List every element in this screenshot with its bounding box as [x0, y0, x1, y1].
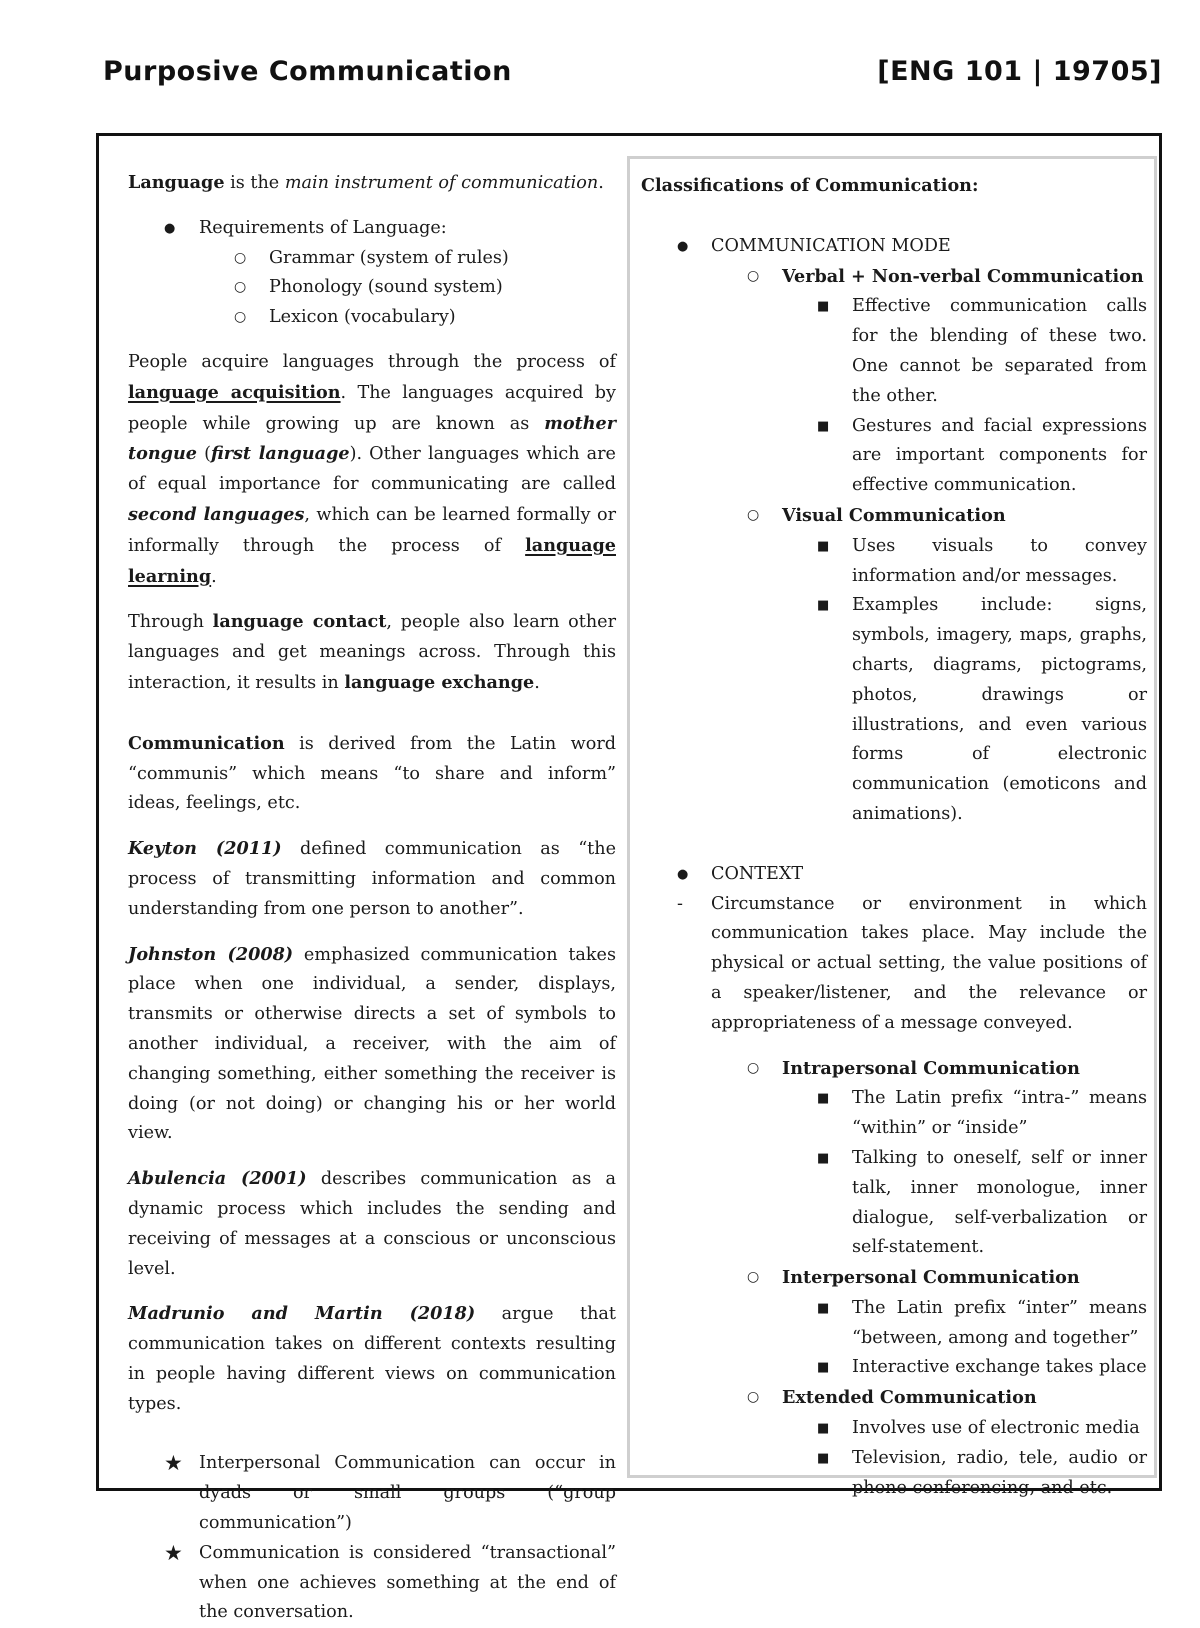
square-bullet-icon: ■ — [817, 538, 830, 554]
list-item: ○ Phonology (sound system) — [128, 273, 616, 303]
madrunio-paragraph: Madrunio and Martin (2018) argue that communication takes on different contexts resulting in people having different views on communication types. — [128, 1303, 616, 1414]
star-item: ★ Interpersonal Communication can occur in dyads or small groups (“group communication”) — [164, 1451, 616, 1534]
circle-bullet-icon: ○ — [747, 1269, 760, 1286]
list-item: ■ Effective communication calls for the blending of these two. One cannot be separated from the other. — [641, 292, 1147, 411]
star-icon: ★ — [164, 1540, 183, 1565]
dash-marker: - — [677, 893, 683, 914]
circle-bullet-icon: ○ — [234, 249, 247, 266]
mode-heading: ● COMMUNICATION MODE — [641, 232, 1147, 262]
requirements-item: ● Requirements of Language: — [128, 214, 616, 244]
square-bullet-icon: ■ — [817, 598, 830, 614]
verbal-heading: ○ Verbal + Non-verbal Communication — [641, 262, 1147, 293]
square-bullet-icon: ■ — [817, 1450, 830, 1466]
abulencia-paragraph: Abulencia (2001) describes communication as a dynamic process which includes the sending and receiving of messages at a conscious or unconscious level. — [128, 1168, 616, 1279]
circle-bullet-icon: ○ — [234, 279, 247, 296]
visual-heading: ○ Visual Communication — [641, 501, 1147, 532]
circle-bullet-icon: ○ — [234, 309, 247, 326]
list-item: ■ Television, radio, tele, audio or phone conferencing, and etc. — [641, 1444, 1147, 1504]
square-bullet-icon: ■ — [817, 1421, 830, 1437]
johnston-paragraph: Johnston (2008) emphasized communication takes place when one individual, a sender, displays, transmits or otherwise directs a set of symbols to another individual, a receiver, with the aim of changing something, either something the receiver is doing (or not doing) or changing his or her world view. — [128, 943, 616, 1144]
classifications-box — [627, 156, 1157, 1498]
acquisition-paragraph: People acquire languages through the process of language acquisition. The languages acquired by people while growing up are known as mother tongue (first language). Other languages which are of equal importance for communicating are called second languages, which can be learned formally or informally through the process of language learning. — [128, 351, 616, 587]
list-item: ■ The Latin prefix “inter” means “between, among and together” — [641, 1294, 1147, 1354]
circle-bullet-icon: ○ — [747, 1059, 760, 1076]
circle-bullet-icon: ○ — [747, 267, 760, 284]
list-item: ■ The Latin prefix “intra-” means “within” or “inside” — [641, 1084, 1147, 1144]
left-column — [128, 168, 616, 1628]
circle-bullet-icon: ○ — [747, 1389, 760, 1406]
list-item: ○ Lexicon (vocabulary) — [128, 303, 616, 333]
star-icon: ★ — [164, 1451, 183, 1476]
square-bullet-icon: ■ — [817, 1091, 830, 1107]
language-intro: Language is the main instrument of communication. — [128, 172, 604, 193]
square-bullet-icon: ■ — [817, 299, 830, 315]
square-bullet-icon: ■ — [817, 1150, 830, 1166]
circle-bullet-icon: ○ — [747, 506, 760, 523]
bullet-icon: ● — [677, 866, 689, 882]
context-description: - Circumstance or environment in which communication takes place. May include the physical or actual setting, the value positions of a speaker/listener, and the relevance or appropriateness of a message conveyed. — [641, 890, 1147, 1039]
keyton-paragraph: Keyton (2011) defined communication as “the process of transmitting information and common understanding from one person to another”. — [128, 838, 616, 919]
list-item: ■ Examples include: signs, symbols, imagery, maps, graphs, charts, diagrams, pictograms, photos, drawings or illustrations, and even various forms of electronic communication (emoticons and animations). — [641, 591, 1147, 829]
list-item: ■ Gestures and facial expressions are important components for effective communication. — [641, 412, 1147, 501]
context-heading: ● CONTEXT — [641, 860, 1147, 890]
communication-definition: Communication is derived from the Latin word “communis” which means “to share and inform” ideas, feelings, etc. — [128, 732, 616, 814]
list-item: ■ Involves use of electronic media — [641, 1414, 1147, 1444]
page-title: Purposive Communication — [103, 56, 512, 87]
list-item: ■ Interactive exchange takes place — [641, 1353, 1147, 1383]
bullet-icon: ● — [677, 238, 689, 254]
bullet-icon: ● — [164, 220, 176, 236]
interpersonal-heading: ○ Interpersonal Communication — [641, 1263, 1147, 1294]
list-item: ○ Grammar (system of rules) — [128, 244, 616, 274]
extended-heading: ○ Extended Communication — [641, 1383, 1147, 1414]
square-bullet-icon: ■ — [817, 1360, 830, 1376]
course-code: [ENG 101 | 19705] — [877, 56, 1162, 87]
list-item: ■ Talking to oneself, self or inner talk, inner monologue, inner dialogue, self-verbalization or self-statement. — [641, 1144, 1147, 1263]
intrapersonal-heading: ○ Intrapersonal Communication — [641, 1054, 1147, 1085]
square-bullet-icon: ■ — [817, 1300, 830, 1316]
contact-paragraph: Through language contact, people also learn other languages and get meanings across. Through this interaction, it results in language exchange. — [128, 611, 616, 693]
square-bullet-icon: ■ — [817, 418, 830, 434]
list-item: ■ Uses visuals to convey information and/or messages. — [641, 532, 1147, 592]
star-item: ★ Communication is considered “transactional” when one achieves something at the end of the conversation. — [164, 1540, 616, 1623]
classifications-title: Classifications of Communication: — [641, 175, 979, 196]
